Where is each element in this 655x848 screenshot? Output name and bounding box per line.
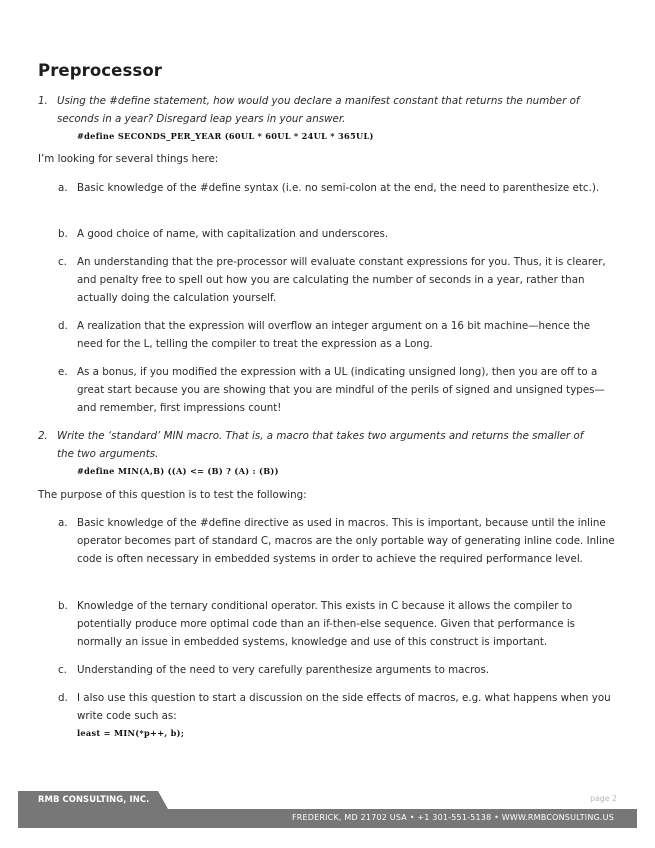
list-item [58, 661, 618, 679]
list-letter: b. [58, 228, 68, 240]
list-letter: c. [58, 664, 67, 676]
list-item [58, 597, 618, 651]
list-letter: d. [58, 692, 68, 704]
page-title: Preprocessor [38, 61, 162, 80]
code-snippet-min-macro: #define MIN(A,B) ((A) <= (B) ? (A) : (B)) [77, 466, 279, 476]
list-letter: c. [58, 256, 67, 268]
list-text: A good choice of name, with capitalization and underscores. [77, 228, 389, 240]
list-item [58, 225, 618, 243]
question-text: Using the #define statement, how would you declare a manifest constant that returns the number of seconds in a year? Disregard leap years in your answer. [57, 95, 580, 125]
question-text: Write the ‘standard’ MIN macro. That is, a macro that takes two arguments and returns the smaller of the two arguments. [57, 430, 584, 460]
question-number: 2. [38, 430, 48, 442]
list-text: Understanding of the need to very carefully parenthesize arguments to macros. [77, 664, 490, 676]
list-text: Basic knowledge of the #define syntax (i.e. no semi-colon at the end, the need to parenthesize etc.). [77, 182, 600, 194]
code-snippet-seconds-per-year: #define SECONDS_PER_YEAR (60UL * 60UL * 24UL * 365UL) [77, 131, 374, 141]
footer-contact: FREDERICK, MD 21702 USA • +1 301-551-5138 • WWW.RMBCONSULTING.US [291, 813, 614, 822]
question-number: 1. [38, 95, 48, 107]
question-2 [38, 427, 598, 463]
list-letter: b. [58, 600, 68, 612]
question-1 [38, 92, 598, 128]
list-letter: a. [58, 517, 68, 529]
page-number: page 2 [590, 794, 617, 803]
intro-text-1: I’m looking for several things here: [38, 153, 219, 165]
list-letter: e. [58, 366, 68, 378]
footer-brand: RMB CONSULTING, INC. [38, 794, 150, 804]
list-text: As a bonus, if you modified the expression with a UL (indicating unsigned long), then you are off to a great start because you are showing that you are mindful of the perils of signed and unsigned types—and remember, first impressions count! [77, 366, 605, 414]
list-item [58, 253, 618, 307]
list-text: A realization that the expression will overflow an integer argument on a 16 bit machine—hence the need for the L, telling the compiler to treat the expression as a Long. [77, 320, 591, 350]
list-item [58, 363, 618, 417]
list-item [58, 689, 618, 725]
list-text: Knowledge of the ternary conditional operator. This exists in C because it allows the compiler to potentially produce more optimal code than an if-then-else sequence. Given that performance is normally an issue in embedded systems, knowledge and use of this construct is important. [77, 600, 576, 648]
list-item [58, 514, 618, 568]
list-item [58, 317, 618, 353]
intro-text-2: The purpose of this question is to test the following: [38, 489, 307, 501]
code-snippet-least: least = MIN(*p++, b); [77, 728, 185, 738]
list-text: An understanding that the pre-processor will evaluate constant expressions for you. Thus, it is clearer, and penalty free to spell out how you are calculating the number of seconds in a year, rather than actually doing the calculation yourself. [77, 256, 606, 304]
list-text: I also use this question to start a discussion on the side effects of macros, e.g. what happens when you write code such as: [77, 692, 611, 722]
list-text: Basic knowledge of the #define directive as used in macros. This is important, because until the inline operator becomes part of standard C, macros are the only portable way of generating inline code. Inline code is often necessary in embedded systems in order to achieve the required performance level. [77, 517, 615, 565]
footer-bar [18, 809, 637, 828]
list-letter: a. [58, 182, 68, 194]
list-item [58, 179, 618, 197]
list-letter: d. [58, 320, 68, 332]
